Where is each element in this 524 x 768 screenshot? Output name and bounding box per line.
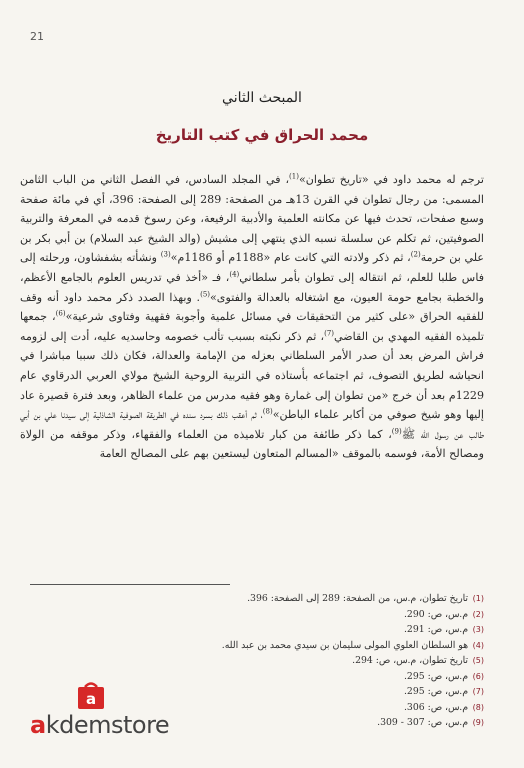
- footnote: [210, 700, 484, 716]
- book-logo-icon: [74, 677, 108, 711]
- body-segment: . وبهذا الصدد ذكر محمد داود أنه وقف للفقيه الحراق «على كثير من التحقيقات في مسائل علمية وأجوبة فقهية وفتاوى شرعية»: [20, 290, 484, 324]
- page-number: 21: [30, 30, 44, 43]
- section-label: المبحث الثاني: [222, 90, 302, 106]
- footnote-text: م.س، ص: 307 - 309.: [377, 717, 468, 728]
- footnote: [210, 638, 484, 654]
- footnote-text: م.س، ص: 290.: [403, 608, 468, 620]
- footnote-ref: (9): [391, 427, 402, 436]
- footnote-ref: (1): [289, 172, 299, 181]
- footnote-text: تاريخ تطوان، م.س، من الصفحة: 289 إلى الصفحة: 396.: [247, 593, 468, 604]
- brand-rest: kdemstore: [45, 711, 170, 739]
- body-segment: ونشأته بشفشاون، ورحلته إلى فاس طلبا للعلم، ثم انتقاله إلى تطوان بأمر سلطاني: [20, 251, 485, 284]
- footnote: [210, 653, 484, 669]
- footnote: [210, 622, 484, 638]
- chapter-title: محمد الحراق في كتب التاريخ: [155, 126, 369, 144]
- footnote-ref: (6): [55, 309, 66, 318]
- svg-text:a: a: [85, 690, 97, 708]
- body-segment: ، في المجلد السادس، في الفصل الثاني من الباب الثامن المسمى: من رجال تطوان في القرن 13هـ من الصفحة: 289 إلى الصفحة: 396، أي في مائة صفحة وسبع صفحات، تحدث فيها عن مكانته العلمية والأدبية الرفيعة، وعن رسوخ قدمه في المعرفة والتربية الصوفيتين، ثم تكلم عن سلسلة نسبه الذي ينتهي إلى مشيش (والد الشيخ عبد السلام) بن أبي بكر بن علي بن حرمة: [20, 173, 485, 265]
- body-segment: ، فـ «أخذ في تدريس العلوم بالجامع الأعظم، والخطبة بجامع حومة العيون، مع اشتغاله بالعدالة والفتوى»: [20, 270, 484, 304]
- footnote-text: م.س، ص: 295.: [403, 686, 468, 697]
- watermark-text: [30, 711, 169, 739]
- footnote-number: (3): [472, 625, 484, 634]
- footnote: [210, 591, 484, 607]
- footnotes: [210, 591, 484, 731]
- footnote-ref: (3): [160, 250, 171, 259]
- body-segment: ، ثم أعقب ذلك بسرد سنده في الطريقة الصوفية الشاذلية إلى سيدنا علي بن أبي طالب عن رسول الله ﷺ: [20, 408, 484, 441]
- footnote-ref: (5): [200, 289, 211, 298]
- footnote-number: (5): [472, 656, 484, 665]
- footnote-ref: (2): [410, 250, 421, 259]
- footnote-text: م.س، ص: 306.: [403, 701, 468, 713]
- body-segment: ، ثم ذكر ولادته التي كانت عام «1188م أو 1186م»: [170, 251, 411, 265]
- watermark-logo: [30, 677, 200, 747]
- footnote-text: م.س، ص: 295.: [403, 670, 468, 682]
- footnote-ref: (4): [229, 270, 240, 279]
- footnote-number: (2): [472, 609, 484, 619]
- footnote-text: تاريخ تطوان، م.س، ص: 294.: [352, 655, 468, 666]
- body-segment: ، كما ذكر طائفة من كبار تلاميذه من العلماء والفقهاء، وذكر موقفه من الولاة ومصالح الأمة، فوسمه بالموقف «المسالم المتعاون ليستعين بهم على المصالح العامة: [20, 427, 484, 461]
- footnote-number: (6): [472, 671, 484, 681]
- footnote: [210, 715, 484, 731]
- body-segment: ، ثم ذكر نكبته بسبب تألب خصومه وحاسديه عليه، أدت إلى لزومه فراش المرض بعد أن صدر الأمر السلطاني بعزله من الإمامة والعدالة، فكان ذلك سببا مباشرا في انحياشه لطريق التصوف، ثم اجتماعه بأستاذه في التربية الروحية الشيخ مولاي العربي الدرقاوي عام 1229م بعد أن خرج «من تطوان إلى غمارة وهو فقيه مدرس من علماء الظاهر، وبعد فترة قصيرة عاد إليها وهو شيخ صوفي من أكابر علماء الباطن»: [20, 329, 484, 422]
- footnote: [210, 669, 484, 685]
- footnote-divider: [30, 584, 230, 585]
- body-segment: ، جمعها تلميذه الفقيه المهدي بن القاضي: [20, 310, 484, 343]
- brand-prefix: a: [30, 711, 46, 739]
- body-segment: ترجم له محمد داود في «تاريخ تطوان»: [298, 173, 484, 186]
- footnote-ref: (8): [262, 407, 273, 416]
- footnote-ref: (7): [324, 329, 335, 338]
- footnote: [210, 607, 484, 623]
- footnote-text: هو السلطان العلوي المولى سليمان بن سيدي محمد بن عبد الله.: [221, 639, 468, 651]
- footnote-number: (9): [472, 718, 484, 727]
- body-paragraph: [20, 170, 484, 464]
- footnote-number: (4): [472, 640, 484, 650]
- body-text: [20, 170, 484, 464]
- footnote: [210, 684, 484, 700]
- footnote-number: (7): [472, 687, 484, 696]
- footnote-number: (1): [472, 594, 484, 603]
- footnote-number: (8): [472, 702, 484, 712]
- footnote-text: م.س، ص: 291.: [403, 624, 468, 635]
